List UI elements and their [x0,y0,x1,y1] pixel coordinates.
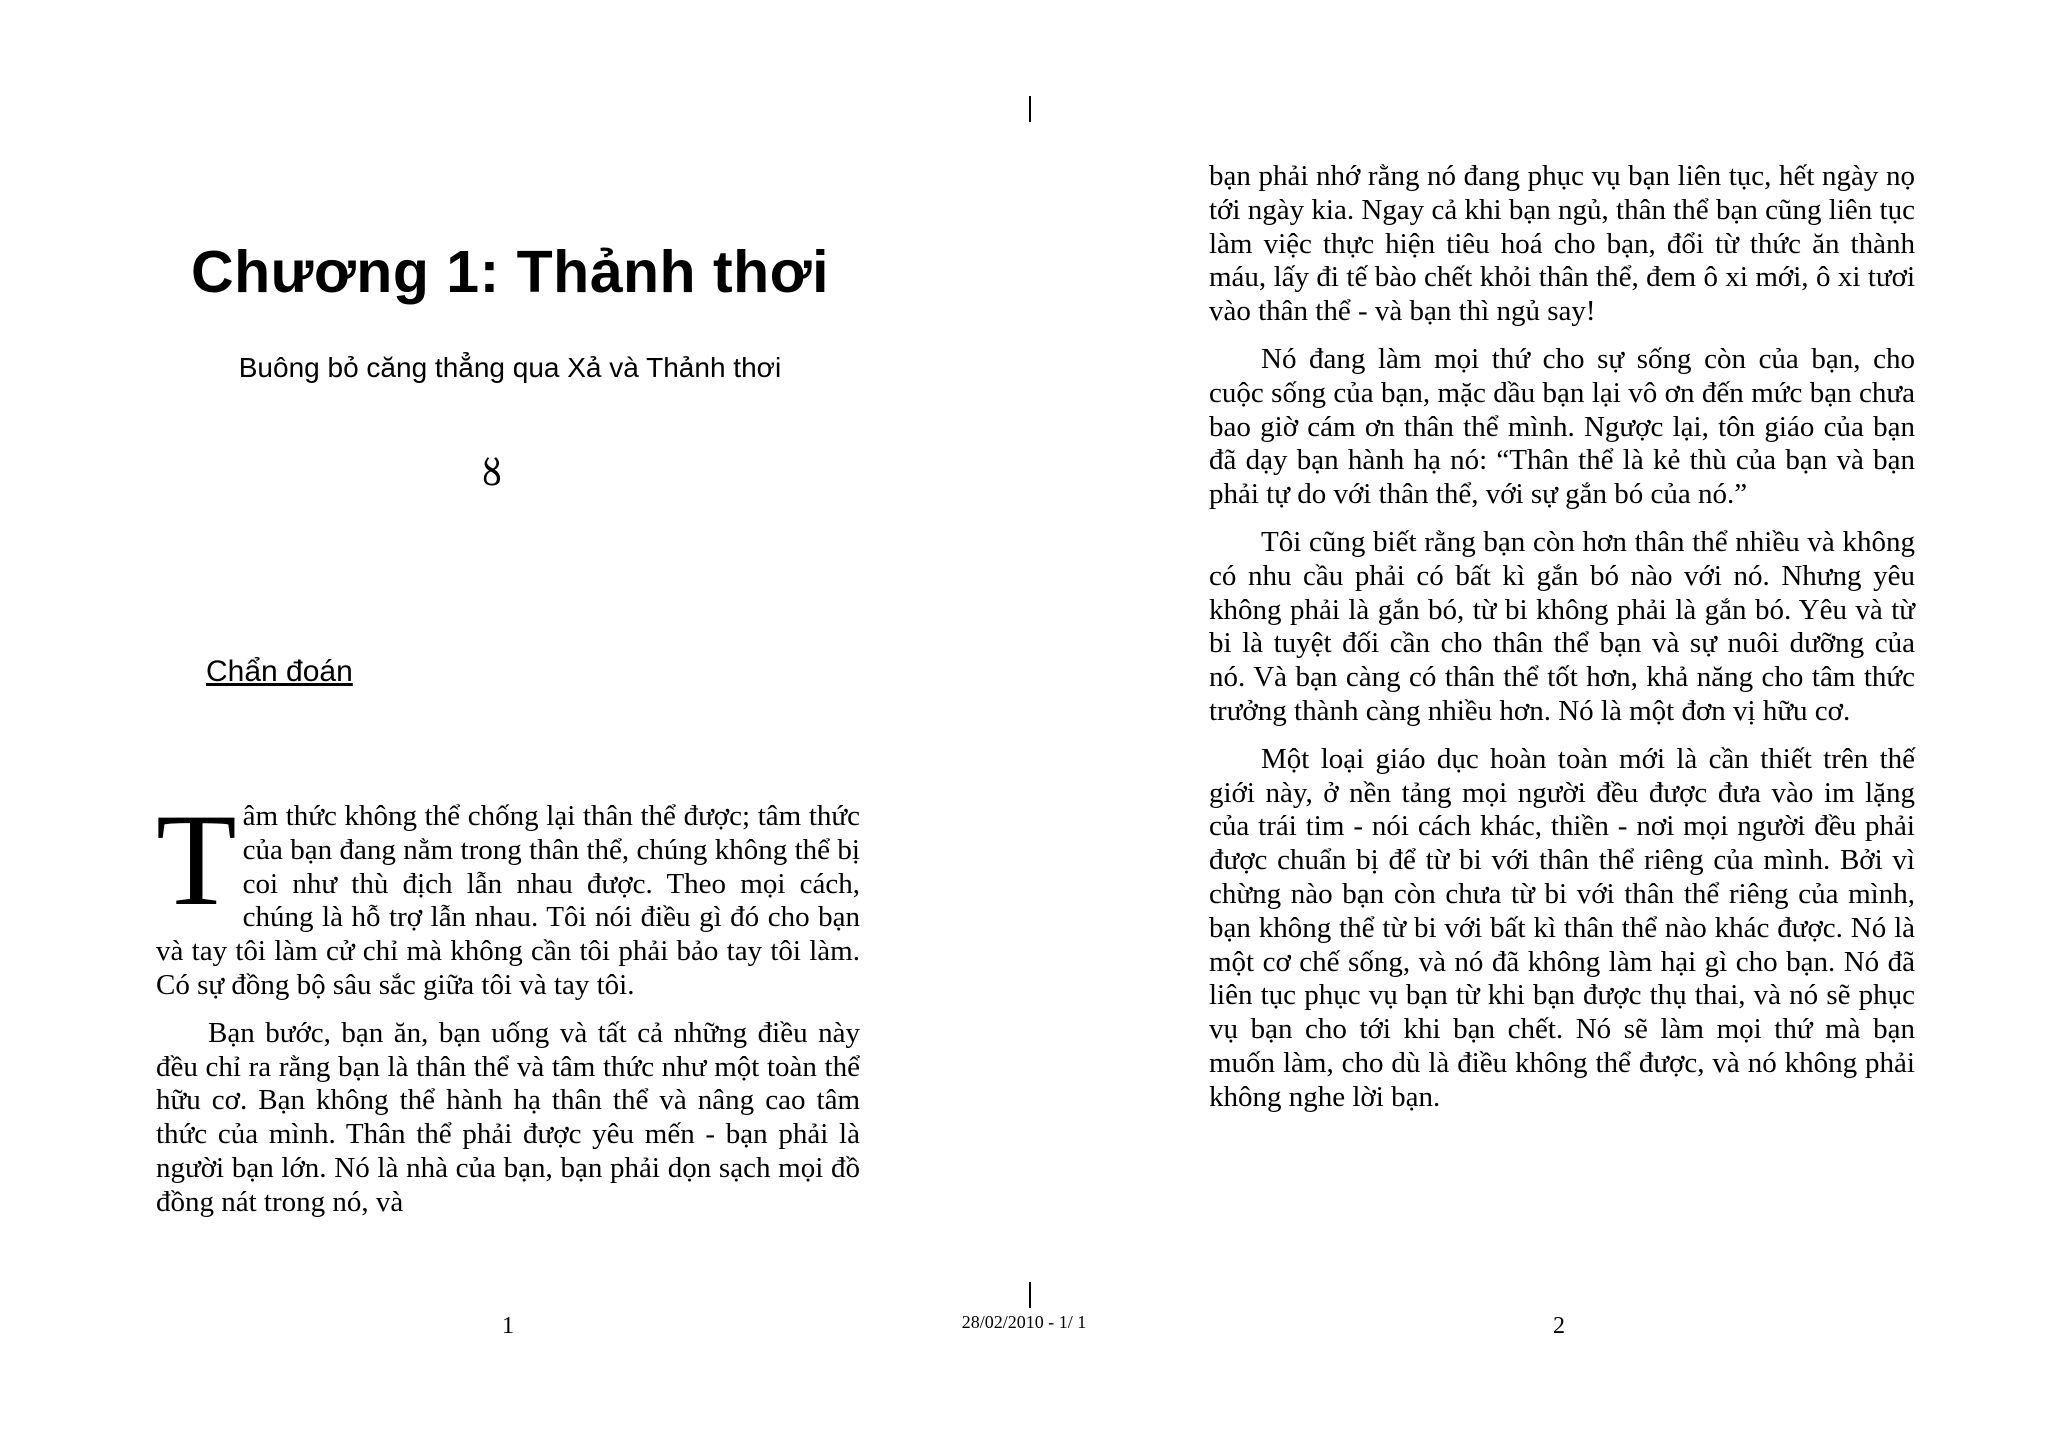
center-top-mark [1029,96,1031,122]
page-number-left: 1 [502,1313,514,1339]
chapter-title: Chương 1: Thảnh thơi [190,239,830,305]
paragraph: bạn phải nhớ rằng nó đang phục vụ bạn liên tục, hết ngày nọ tới ngày kia. Ngay cả khi bạn ngủ, thân thể bạn cũng liên tục làm việc thực hiện tiêu hoá cho bạn, đổi từ thức ăn thành máu, lấy đi tế bào chết khỏi thân thể, đem ô xi mới, ô xi tươi vào thân thể - và bạn thì ngủ say! [1209,160,1915,328]
drop-cap: T [156,786,237,933]
paragraph-text: âm thức không thể chống lại thân thể được; tâm thức của bạn đang nằm trong thân thể, chúng không thể bị coi như thù địch lẫn nhau được. Theo mọi cách, chúng là hỗ trợ lẫn nhau. Tôi nói điều gì đó cho bạn và tay tôi làm cử chỉ mà không cần tôi phải bảo tay tôi làm. Có sự đồng bộ sâu sắc giữa tôi và tay tôi. [156,800,860,1001]
right-body-text [1209,160,1915,1129]
section-heading: Chẩn đoán [206,655,353,688]
center-bottom-mark [1029,1282,1031,1308]
paragraph: Tôi cũng biết rằng bạn còn hơn thân thể nhiều và không có nhu cầu phải có bất kì gắn bó nào với nó. Nhưng yêu không phải là gắn bó, từ bi không phải là gắn bó. Yêu và từ bi là tuyệt đối cần cho thân thể bạn và sự nuôi dưỡng của nó. Và bạn càng có thân thể tốt hơn, khả năng cho tâm thức trưởng thành càng nhiều hơn. Nó là một đơn vị hữu cơ. [1209,525,1915,727]
paragraph: Bạn bước, bạn ăn, bạn uống và tất cả những điều này đều chỉ ra rằng bạn là thân thể và tâm thức như một toàn thể hữu cơ. Bạn không thể hành hạ thân thể và nâng cao tâm thức của mình. Thân thể phải được yêu mến - bạn phải là người bạn lớn. Nó là nhà của bạn, bạn phải dọn sạch mọi đồ đồng nát trong nó, và [156,1016,860,1218]
left-body-text [156,786,860,1234]
footer-date: 28/02/2010 - 1/ 1 [961,1312,1087,1332]
paragraph [156,786,860,1003]
chapter-subtitle: Buông bỏ căng thẳng qua Xả và Thảnh thơi [238,352,782,383]
page-number-right: 2 [1553,1313,1565,1339]
paragraph: Một loại giáo dục hoàn toàn mới là cần thiết trên thế giới này, ở nền tảng mọi người đều được đưa vào im lặng của trái tim - nói cách khác, thiền - nơi mọi người đều phải được chuẩn bị để từ bi với thân thể riêng của mình. Bởi vì chừng nào bạn còn chưa từ bi với thân thể riêng của mình, bạn không thể từ bi với bất kì thân thể nào khác được. Nó là một cơ chế sống, và nó đã không làm hại gì cho bạn. Nó đã liên tục phục vụ bạn từ khi bạn được thụ thai, và nó sẽ phục vụ bạn cho tới khi bạn chết. Nó sẽ làm mọi thứ mà bạn muốn làm, cho dù là điều không thể được, và nó không phải không nghe lời bạn. [1209,742,1915,1113]
ornament-icon: ȣ [482,453,502,494]
paragraph: Nó đang làm mọi thứ cho sự sống còn của bạn, cho cuộc sống của bạn, mặc dầu bạn lại vô ơn đến mức bạn chưa bao giờ cám ơn thân thể mình. Ngược lại, tôn giáo của bạn đã dạy bạn hành hạ nó: “Thân thể là kẻ thù của bạn và bạn phải tự do với thân thể, với sự gắn bó của nó.” [1209,342,1915,511]
